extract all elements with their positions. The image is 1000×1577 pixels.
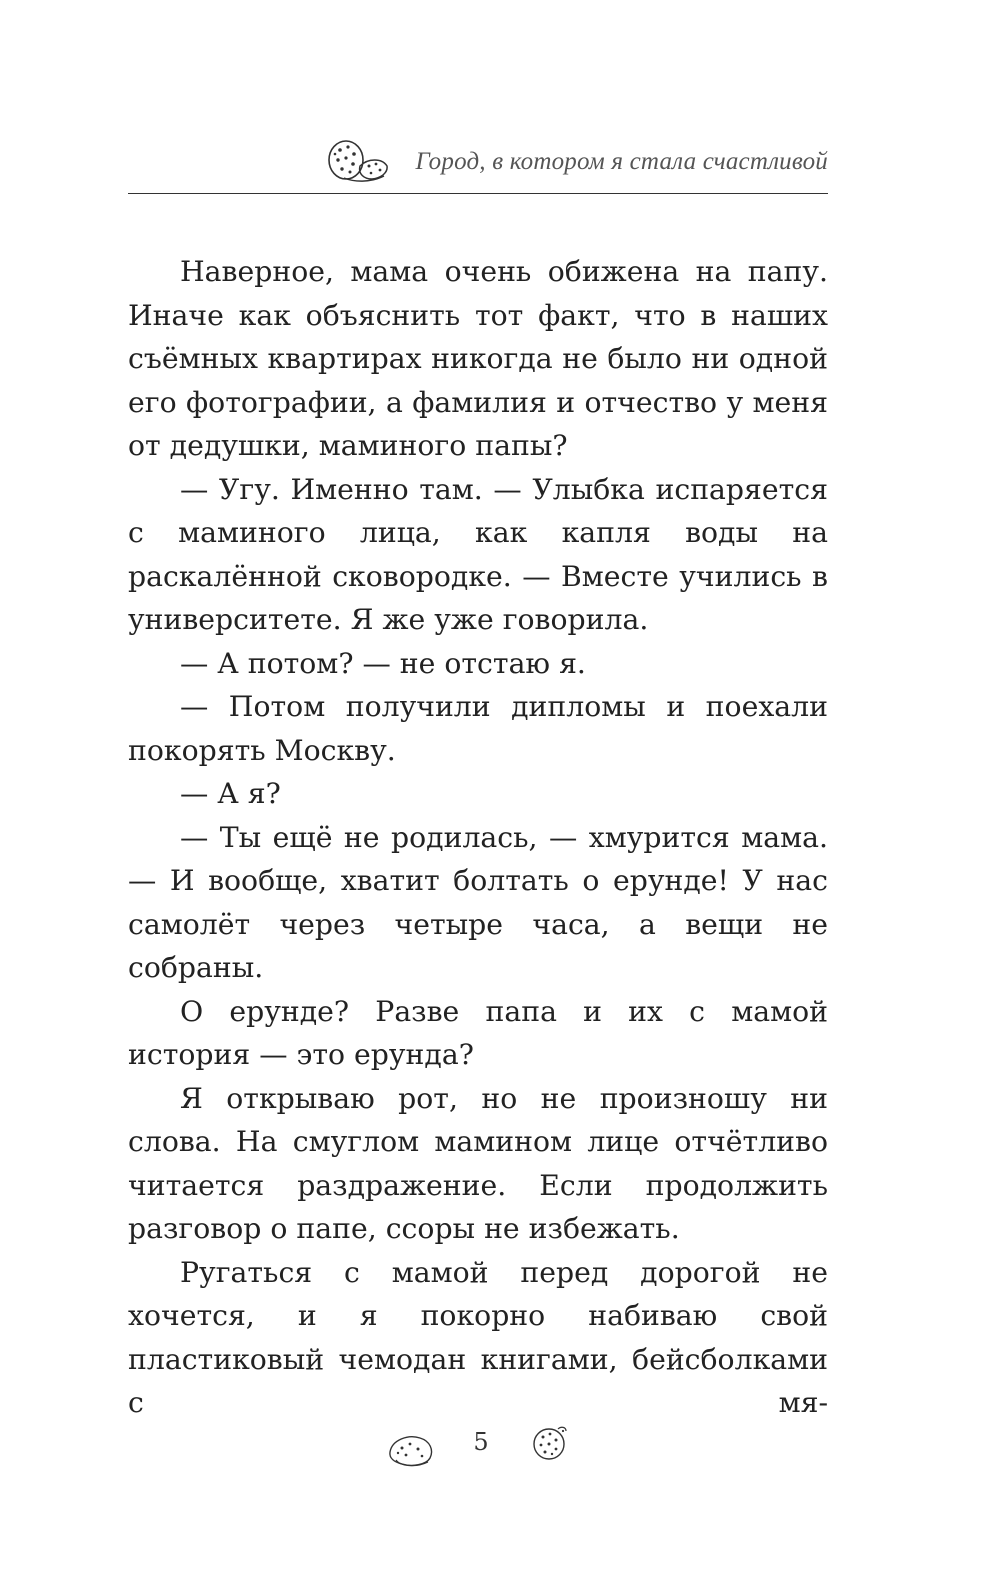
paragraph: — А я? [180, 777, 281, 810]
paragraph: Ругаться с мамой перед дорогой не хочется, и я покорно набиваю свой пластиковый чемодан книгами, бейсболками с мя- [128, 1255, 828, 1419]
header-divider [128, 193, 828, 194]
running-title: Город, в котором я стала счастливой [415, 148, 828, 175]
paragraph: О ерунде? Разве папа и их с мамой история — это ерунда? [128, 994, 828, 1071]
paragraph: Наверное, мама очень обижена на папу. Иначе как объяснить тот факт, что в наших съёмных квартирах никогда не было ни одной его фотографии, а фамилия и отчество у меня от дедушки, маминого папы? [128, 255, 828, 462]
paragraph: — Потом получили дипломы и поехали покорять Москву. [128, 690, 828, 767]
paragraph: — Угу. Именно там. — Улыбка испаряется с маминого лица, как капля воды на раскалённой сковородке. — Вместе учились в университете. Я же уже говорила. [128, 472, 828, 636]
paragraph: — А потом? — не отстаю я. [180, 646, 586, 680]
page-number: 5 [473, 1428, 489, 1456]
running-header [128, 128, 828, 194]
paragraph: Я открываю рот, но не произношу ни слова. На смуглом мамином лице отчётливо читается раздражение. Если продолжить разговор о папе, ссоры не избежать. [128, 1081, 828, 1245]
cookies-icon [324, 136, 390, 186]
page-footer [0, 1418, 1000, 1478]
body-text [128, 250, 828, 1425]
cookie-icon [528, 1420, 572, 1464]
paragraph: — Ты ещё не родилась, — хмурится мама. — И вообще, хватит болтать о ерунде! У нас самолёт через четыре часа, а вещи не собраны. [128, 820, 828, 984]
